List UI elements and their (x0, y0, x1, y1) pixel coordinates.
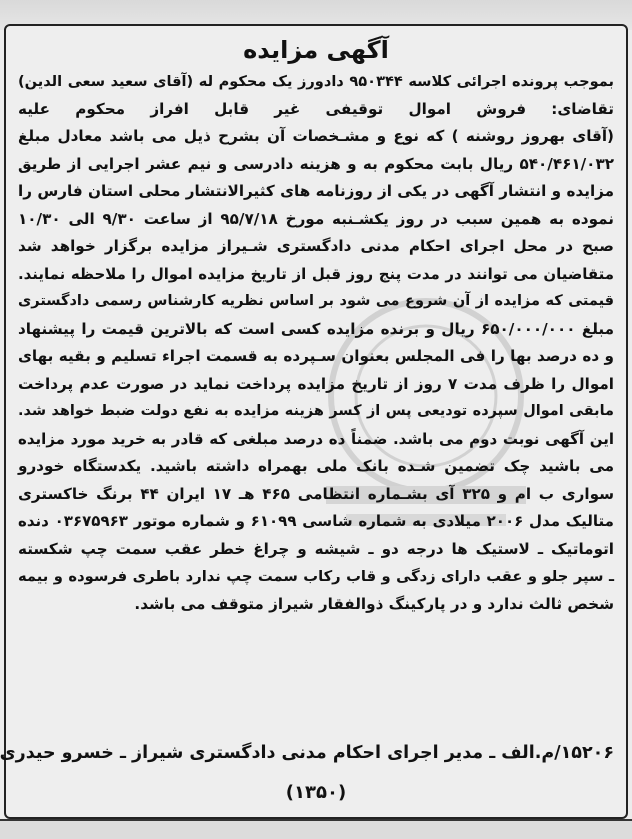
notice-body (18, 68, 614, 618)
notice-line: مزایده و انتشار آگهی در یکی از روزنامه های کثیرالانتشار محلی استان فارس را (18, 182, 614, 200)
notice-line: متقاضیان می توانند در مدت پنج روز قبل از تاریخ مزایده اموال را ملاحظه نمایند. (18, 264, 614, 283)
notice-line: نموده به همین سبب در روز یکشـنبه مورخ ۹۵/۷/۱۸ از ساعت ۹/۳۰ الی ۱۰/۳۰ (18, 209, 614, 228)
notice-line: بموجب پرونده اجرائی کلاسه ۹۵۰۳۴۴ دادورز یک محکوم له (آقای سعید سعی الدین) (18, 73, 614, 90)
notice-line: سواری ب ام و ۳۲۵ آی بشـماره انتظامی ۴۶۵ هـ ۱۷ ایران ۴۴ برنگ خاکستری (18, 484, 615, 503)
notice-line: اتوماتیک ـ لاستیک ها درجه دو ـ شیشه و چراغ خطر عقب سمت چپ شکسته (18, 539, 614, 558)
notice-line: تقاضای: فروش اموال توقیفی غیر قابل افراز محکوم علیه (18, 99, 614, 118)
notice-line: (آقای بهروز روشنه ) که نوع و مشـخصات آن بشرح ذیل می باشد معادل مبلغ (18, 127, 614, 145)
notice-line: می باشید چک تضمین شـده بانک ملی بهمراه داشته باشید. یکدستگاه خودرو (18, 457, 614, 475)
notice-line: مبلغ ۶۵۰/۰۰۰/۰۰۰ ریال و برنده مزایده کسی است که بالاترین قیمت را پیشنهاد (18, 319, 614, 338)
notice-line: قیمتی که مزایده از آن شروع می شود بر اساس نظریه کارشناس رسمی دادگستری (18, 293, 614, 309)
notice-line: ـ سپر جلو و عقب دارای زدگی و قاب رکاب سمت چپ ندارد باطری فرسوده و بیمه (18, 568, 614, 585)
notice-line: ۵۴۰/۴۶۱/۰۳۲ ریال بابت محکوم به و هزینه دادرسی و نیم عشر اجرایی از طریق (18, 154, 614, 173)
notice-frame (0, 24, 628, 819)
bottom-strip (0, 819, 632, 839)
notice-line: اموال را ظرف مدت ۷ روز از تاریخ مزایده پرداخت نماید در صورت عدم پرداخت (18, 374, 614, 393)
notice-line: و ده درصد بها را فی المجلس بعنوان سـپرده به قسمت اجراء تسلیم و بقیه بهای (18, 347, 614, 365)
notice-line: شخص ثالث ندارد و در پارکینگ ذوالفقار شیراز متوقف می باشد. (134, 594, 614, 613)
notice-code: (۱۳۵۰) (285, 782, 347, 803)
notice-line: متالیک مدل ۲۰۰۶ میلادی به شماره شاسی ۶۱۰۹۹ و شماره موتور ۰۳۶۷۵۹۶۳ دنده (18, 512, 614, 530)
notice-line: صبح در محل اجرای احکام مدنی دادگستری شـیراز مزایده برگزار خواهد شد (18, 237, 614, 255)
notice-title: آگهی مزایده (243, 36, 389, 64)
notice-line: مابقی اموال سپرده تودیعی پس از کسر هزینه مزایده به نفع دولت ضبط خواهد شد. (18, 403, 614, 419)
notice-line: این آگهی نوبت دوم می باشد. ضمناً ده درصد مبلغی که قادر به خرید مورد مزایده (18, 429, 614, 448)
notice-signature: ۱۵۲۰۶/م.الف ـ مدیر اجرای احکام مدنی دادگستری شیراز ـ خسرو حیدری (0, 743, 614, 763)
